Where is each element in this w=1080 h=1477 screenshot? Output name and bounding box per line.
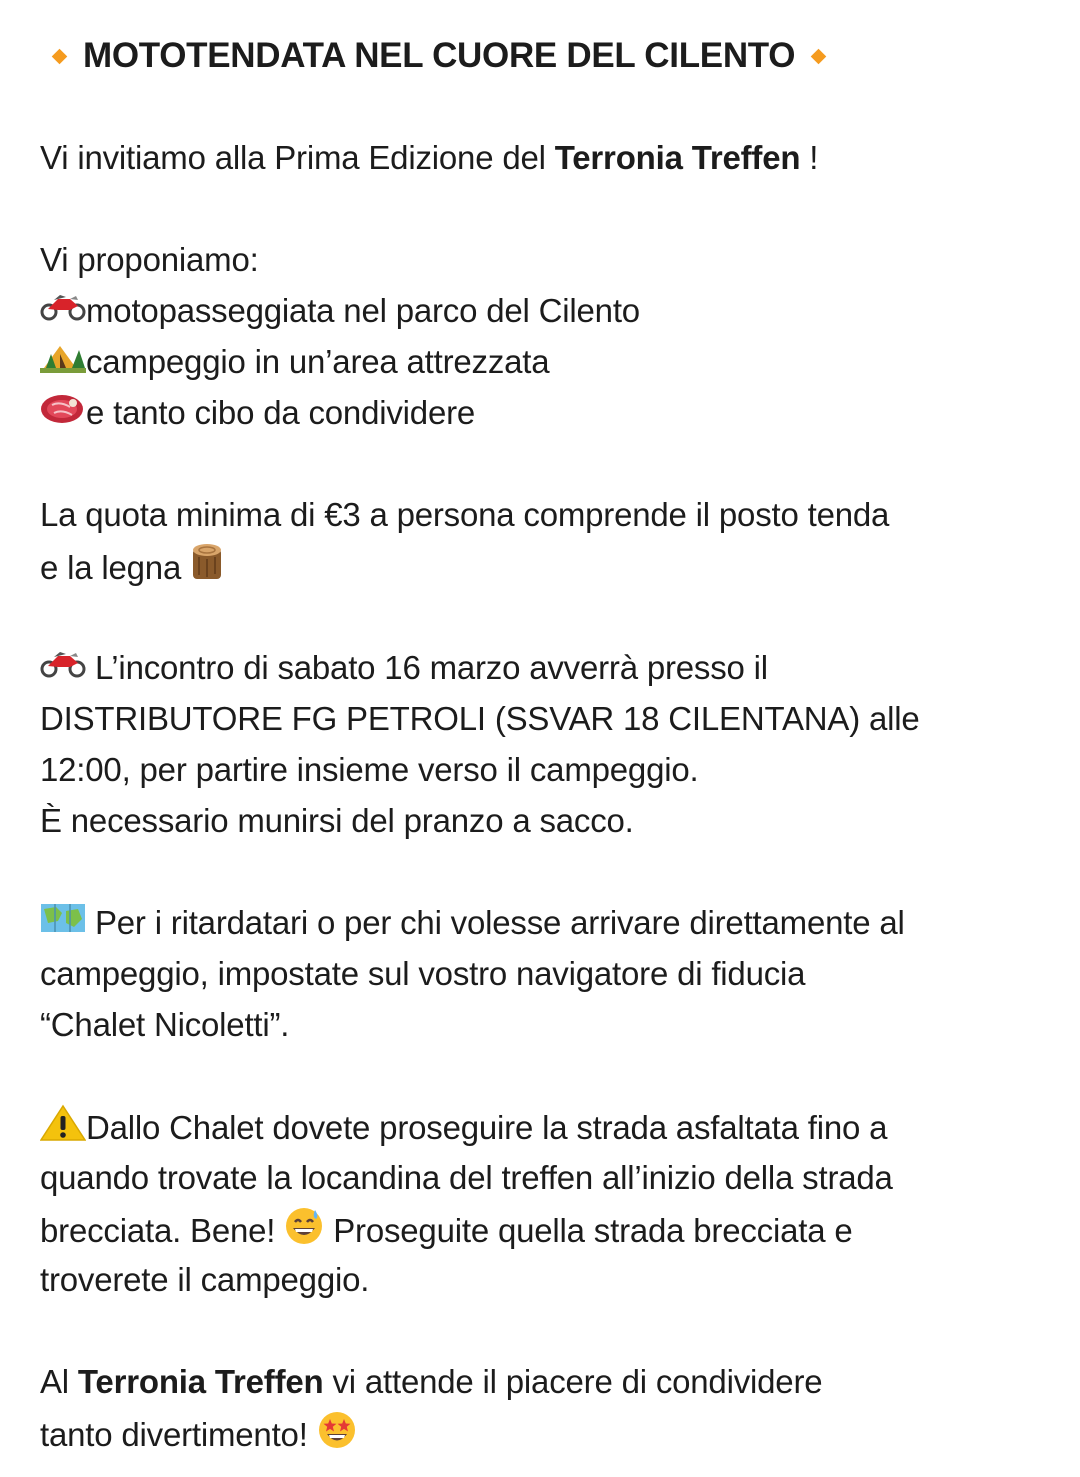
post-title: MOTOTENDATA NEL CUORE DEL CILENTO [83,36,796,75]
star-struck-emoji-icon [317,1410,357,1459]
wood-log-icon [190,543,224,592]
quota-text: e la legna [40,549,191,587]
directions-line-1 [40,1107,887,1154]
list-item-text: e tanto cibo da condividere [86,394,476,431]
closing-line-1 [40,1362,822,1402]
quota-line-1: La quota minima di €3 a persona comprende il posto tenda [40,496,890,533]
directions-line-4: troverete il campeggio. [40,1261,370,1298]
intro-text: Vi invitiamo alla Prima Edizione del [40,139,555,176]
directions-line-2: quando trovate la locandina del treffen all’inizio della strada [40,1159,893,1196]
closing-text: tanto divertimento! [40,1416,317,1454]
directions-text: brecciata. Bene! [40,1212,285,1250]
grinning-sweat-emoji-icon [284,1206,324,1255]
closing-text: Al [40,1363,78,1400]
latecomers-text: Per i ritardatari o per chi volesse arrivare direttamente al [86,904,905,941]
closing-line-2 [40,1413,357,1462]
event-name: Terronia Treffen [554,139,801,176]
latecomers-line-1 [40,903,905,947]
meeting-line-4: È necessario munirsi del pranzo a sacco. [40,802,634,839]
orange-diamond-icon [52,48,68,64]
list-item [40,393,475,437]
proposals-heading: Vi proponiamo: [40,241,259,278]
orange-diamond-icon [811,48,827,64]
warning-icon [40,1104,86,1151]
map-icon [40,901,86,944]
latecomers-line-2: campeggio, impostate sul vostro navigatore di fiducia [40,955,806,992]
intro-suffix: ! [800,139,819,176]
intro-line [40,138,818,178]
camping-tent-icon [40,340,86,383]
motorcycle-icon [40,647,86,687]
meeting-line-3: 12:00, per partire insieme verso il campeggio. [40,751,699,788]
directions-line-3 [40,1209,853,1258]
closing-text: vi attende il piacere di condividere [323,1363,823,1400]
directions-text: Proseguite quella strada brecciata e [324,1212,853,1250]
meat-icon [40,391,86,434]
quota-line-2 [40,546,224,595]
motorcycle-icon [40,290,86,330]
meeting-line-2: DISTRIBUTORE FG PETROLI (SSVAR 18 CILENTANA) alle [40,700,920,737]
directions-text: Dallo Chalet dovete proseguire la strada asfaltata fino a [86,1109,888,1147]
latecomers-line-3: “Chalet Nicoletti”. [40,1006,290,1043]
title-row [54,30,824,82]
list-item [40,291,640,333]
meeting-text: L’incontro di sabato 16 marzo avverrà presso il [86,649,768,686]
list-item-text: campeggio in un’area attrezzata [86,343,550,380]
meeting-line-1 [40,648,768,690]
list-item [40,342,549,386]
event-name: Terronia Treffen [77,1363,324,1400]
list-item-text: motopasseggiata nel parco del Cilento [86,292,640,329]
